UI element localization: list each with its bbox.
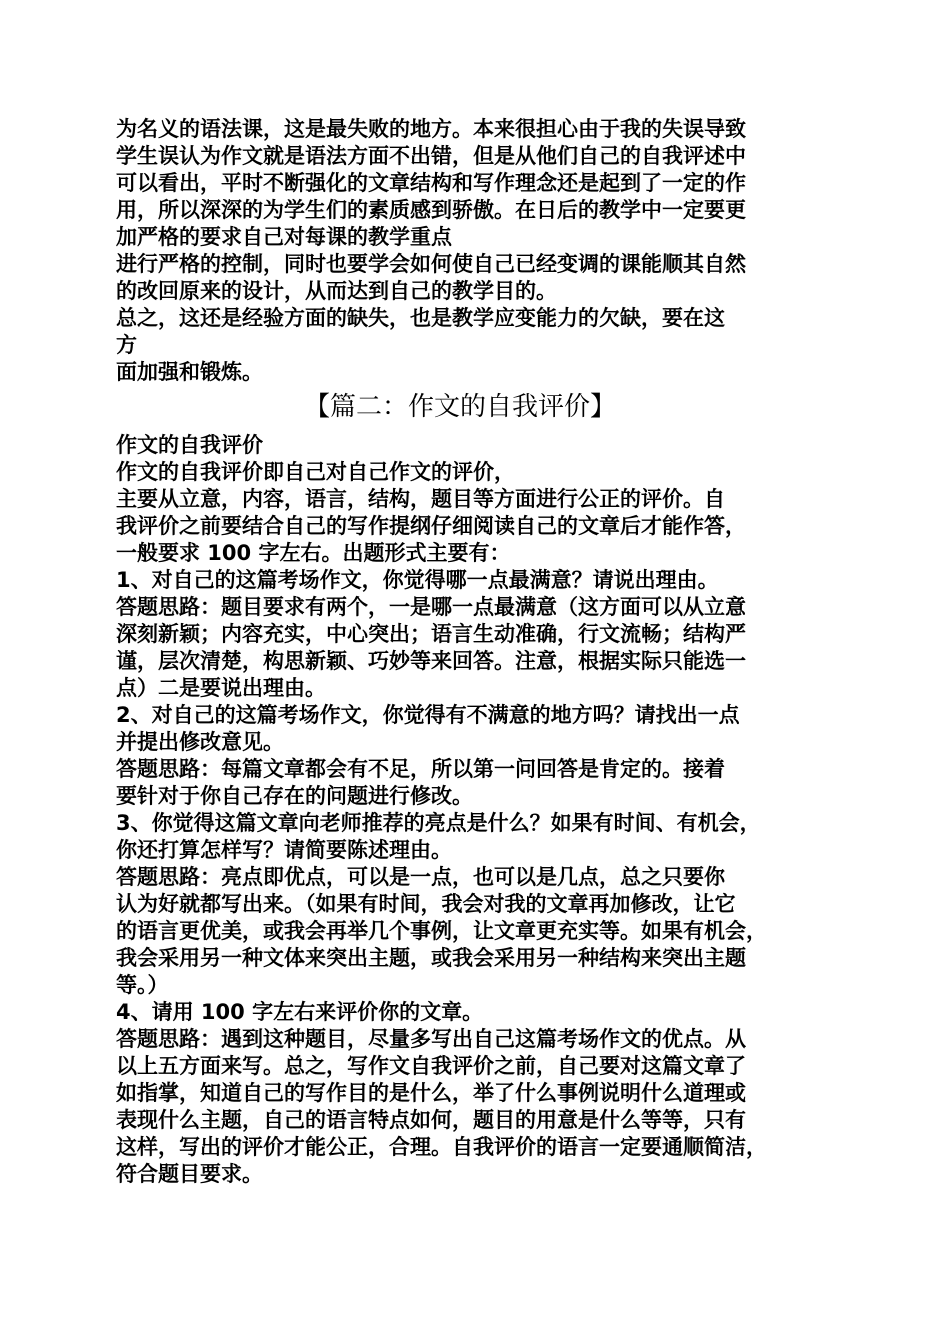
body-line: 答题思路：每篇文章都会有不足，所以第一问回答是肯定的。接着 bbox=[116, 757, 725, 781]
body-line: 答题思路：题目要求有两个，一是哪一点最满意（这方面可以从立意 bbox=[116, 595, 746, 619]
body-line: 点）二是要说出理由。 bbox=[116, 676, 326, 700]
body-line: 作文的自我评价 bbox=[116, 433, 263, 457]
body-line: 等。） bbox=[116, 973, 169, 997]
body-line: 我会采用另一种文体来突出主题，或我会采用另一种结构来突出主题 bbox=[116, 946, 746, 970]
intro-line: 可以看出，平时不断强化的文章结构和写作理念还是起到了一定的作 bbox=[116, 171, 746, 195]
intro-line: 的改回原来的设计，从而达到自己的教学目的。 bbox=[116, 279, 557, 303]
body-line: 认为好就都写出来。（如果有时间，我会对我的文章再加修改，让它 bbox=[116, 892, 736, 916]
body-line: 并提出修改意见。 bbox=[116, 730, 284, 754]
intro-line: 进行严格的控制，同时也要学会如何使自己已经变调的课能顺其自然 bbox=[116, 252, 746, 276]
body-line: 符合题目要求。 bbox=[116, 1162, 263, 1186]
body-line: 你还打算怎样写？请简要陈述理由。 bbox=[116, 838, 452, 862]
body-line: 答题思路：亮点即优点，可以是一点，也可以是几点，总之只要你 bbox=[116, 865, 725, 889]
body-line: 1、对自己的这篇考场作文，你觉得哪一点最满意？请说出理由。 bbox=[116, 568, 719, 592]
body-line: 要针对于你自己存在的问题进行修改。 bbox=[116, 784, 473, 808]
intro-line: 学生误认为作文就是语法方面不出错，但是从他们自己的自我评述中 bbox=[116, 144, 746, 168]
intro-line: 总之，这还是经验方面的缺失，也是教学应变能力的欠缺，要在这 bbox=[116, 306, 725, 330]
body-line: 以上五方面来写。总之，写作文自我评价之前，自己要对这篇文章了 bbox=[116, 1054, 746, 1078]
intro-line: 用，所以深深的为学生们的素质感到骄傲。在日后的教学中一定要更 bbox=[116, 198, 746, 222]
body-line: 深刻新颖；内容充实，中心突出；语言生动准确，行文流畅；结构严 bbox=[116, 622, 746, 646]
body-line: 主要从立意，内容，语言，结构，题目等方面进行公正的评价。自 bbox=[116, 487, 725, 511]
body-line: 这样，写出的评价才能公正，合理。自我评价的语言一定要通顺简洁， bbox=[116, 1135, 767, 1159]
body-line: 4、请用 100 字左右来评价你的文章。 bbox=[116, 1000, 484, 1024]
body-line: 一般要求 100 字左右。出题形式主要有： bbox=[116, 541, 511, 565]
body-line: 3、你觉得这篇文章向老师推荐的亮点是什么？如果有时间、有机会， bbox=[116, 811, 761, 835]
intro-line: 为名义的语法课，这是最失败的地方。本来很担心由于我的失误导致 bbox=[116, 117, 746, 141]
body-line: 我评价之前要结合自己的写作提纲仔细阅读自己的文章后才能作答， bbox=[116, 514, 746, 538]
body-line: 谨，层次清楚，构思新颖、巧妙等来回答。注意，根据实际只能选一 bbox=[116, 649, 746, 673]
body-line: 2、对自己的这篇考场作文，你觉得有不满意的地方吗？请找出一点 bbox=[116, 703, 740, 727]
body-line: 表现什么主题，自己的语言特点如何，题目的用意是什么等等，只有 bbox=[116, 1108, 746, 1132]
intro-line: 加严格的要求自己对每课的教学重点 bbox=[116, 225, 452, 249]
body-line: 答题思路：遇到这种题目，尽量多写出自己这篇考场作文的优点。从 bbox=[116, 1027, 746, 1051]
intro-line: 方 bbox=[116, 333, 137, 357]
body-line: 的语言更优美，或我会再举几个事例，让文章更充实等。如果有机会， bbox=[116, 919, 767, 943]
intro-line: 面加强和锻炼。 bbox=[116, 360, 263, 384]
body-line: 如指掌，知道自己的写作目的是什么，举了什么事例说明什么道理或 bbox=[116, 1081, 746, 1105]
section-heading: 【篇二：作文的自我评价】 bbox=[304, 392, 617, 422]
body-line: 作文的自我评价即自己对自己作文的评价， bbox=[116, 460, 515, 484]
document-page bbox=[116, 116, 846, 1188]
